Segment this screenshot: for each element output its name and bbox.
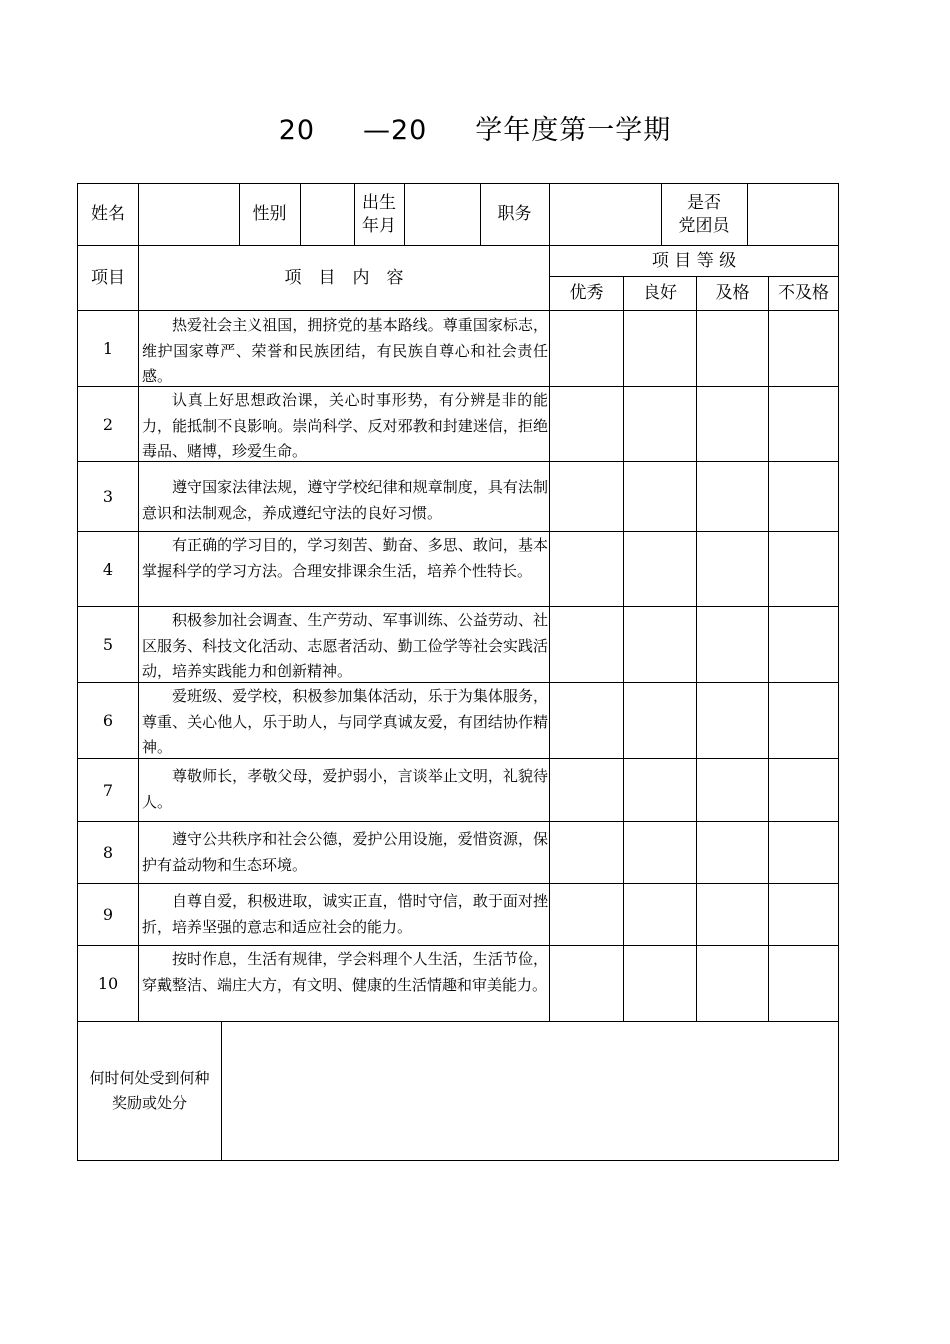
gender-field[interactable] [301,184,354,245]
row-content [139,533,549,606]
grade-cell-excellent[interactable] [550,607,623,682]
grade-cell-fail[interactable] [769,946,838,1021]
grade-cell-fail[interactable] [769,607,838,682]
row-content-text: 遵守公共秩序和社会公德，爱护公用设施，爱惜资源，保护有益动物和生态环境。 [142,830,548,874]
grade-fail-header: 不及格 [778,283,829,303]
grade-cell-excellent[interactable] [550,532,623,606]
content-column-header: 项 目 内 容 [284,267,404,288]
row-content-text: 热爱社会主义祖国，拥挤党的基本路线。尊重国家标志，维护国家尊严、荣誉和民族团结，有民族自尊心和社会责任感。 [142,316,548,385]
grade-cell-fail[interactable] [769,884,838,945]
row-number: 1 [102,339,114,358]
grade-cell-fail[interactable] [769,532,838,606]
grade-cell-fail[interactable] [769,311,838,386]
name-label: 姓名 [91,204,125,224]
grade-cell-pass[interactable] [697,387,768,461]
grade-cell-pass[interactable] [697,822,768,883]
grade-cell-good[interactable] [624,387,696,461]
reward-punishment-label: 何时何处受到何种 奖励或处分 [89,1069,210,1112]
row-content-text: 自尊自爱，积极进取，诚实正直，惜时守信，敢于面对挫折，培养坚强的意志和适应社会的能力。 [142,892,548,936]
grade-pass-header: 及格 [715,283,750,303]
row-number: 7 [102,780,114,800]
grade-cell-pass[interactable] [697,607,768,682]
grade-cell-good[interactable] [624,683,696,758]
title-semester: 学年度第一学期 [475,115,672,146]
row-content-text: 爱班级、爱学校，积极参加集体活动，乐于为集体服务，尊重、关心他人，乐于助人，与同学真诚友爱，有团结协作精神。 [142,687,548,756]
grade-excellent-header: 优秀 [569,283,604,303]
row-number: 6 [102,711,114,730]
party-member-label: 是否 党团员 [678,192,730,236]
position-label: 职务 [497,204,532,224]
grade-cell-excellent[interactable] [550,387,623,461]
row-content [139,764,549,821]
row-number: 4 [102,559,114,579]
item-column-header: 项目 [91,267,125,288]
grade-cell-fail[interactable] [769,387,838,461]
birth-label: 出生 年月 [362,192,396,236]
grade-cell-excellent[interactable] [550,946,623,1021]
page-title [0,108,950,147]
grade-cell-pass[interactable] [697,759,768,821]
grade-cell-excellent[interactable] [550,822,623,883]
gender-label: 性别 [252,204,287,224]
row-number: 3 [102,487,114,506]
grade-column-header: 项 目 等 级 [651,250,737,271]
grade-cell-good[interactable] [624,607,696,682]
row-content [139,889,549,945]
grade-cell-good[interactable] [624,462,696,531]
grade-cell-excellent[interactable] [550,311,623,386]
row-number: 5 [102,635,114,654]
row-number: 2 [102,414,114,434]
evaluation-table [77,183,839,1161]
name-field[interactable] [139,184,239,245]
row-content-text: 积极参加社会调查、生产劳动、军事训练、公益劳动、社区服务、科技文化活动、志愿者活动、勤工俭学等社会实践活动，培养实践能力和创新精神。 [142,611,548,680]
grade-cell-pass[interactable] [697,884,768,945]
grade-cell-fail[interactable] [769,462,838,531]
row-content [139,313,549,386]
row-content-text: 遵守国家法律法规，遵守学校纪律和规章制度，具有法制意识和法制观念，养成遵纪守法的良好习惯。 [142,478,548,522]
position-field[interactable] [550,184,661,245]
row-content-text: 尊敬师长，孝敬父母，爱护弱小，言谈举止文明，礼貌待人。 [142,767,548,811]
row-number: 8 [102,843,114,862]
grade-cell-excellent[interactable] [550,759,623,821]
grade-good-header: 良好 [643,283,677,303]
grade-cell-good[interactable] [624,822,696,883]
row-content [139,475,549,531]
row-content-text: 认真上好思想政治课，关心时事形势，有分辨是非的能力，能抵制不良影响。崇尚科学、反对邪教和封建迷信，拒绝毒品、赌博，珍爱生命。 [142,391,548,460]
title-year-end: —20 [363,115,428,146]
row-content-text: 有正确的学习目的，学习刻苦、勤奋、多思、敢问，基本掌握科学的学习方法。合理安排课余生活，培养个性特长。 [142,536,548,580]
grade-cell-good[interactable] [624,946,696,1021]
row-content [139,388,549,461]
row-content [139,684,549,758]
grade-cell-pass[interactable] [697,946,768,1021]
grade-cell-pass[interactable] [697,532,768,606]
grade-cell-fail[interactable] [769,759,838,821]
reward-punishment-field[interactable] [222,1022,838,1160]
birth-field[interactable] [405,184,480,245]
grade-cell-excellent[interactable] [550,884,623,945]
row-content [139,947,549,1021]
party-member-field[interactable] [748,184,838,245]
row-content-text: 按时作息，生活有规律，学会料理个人生活，生活节俭，穿戴整洁、端庄大方，有文明、健康的生活情趣和审美能力。 [142,950,548,994]
grade-cell-excellent[interactable] [550,462,623,531]
row-content [139,827,549,883]
grade-cell-fail[interactable] [769,822,838,883]
grade-cell-pass[interactable] [697,311,768,386]
grade-cell-pass[interactable] [697,683,768,758]
grade-cell-pass[interactable] [697,462,768,531]
grade-cell-good[interactable] [624,884,696,945]
row-number: 9 [102,905,114,924]
grade-cell-good[interactable] [624,311,696,386]
grade-cell-good[interactable] [624,532,696,606]
grade-cell-good[interactable] [624,759,696,821]
grade-cell-fail[interactable] [769,683,838,758]
row-number: 10 [97,974,119,993]
grade-cell-excellent[interactable] [550,683,623,758]
row-content [139,608,549,682]
title-year-start: 20 [278,115,316,146]
